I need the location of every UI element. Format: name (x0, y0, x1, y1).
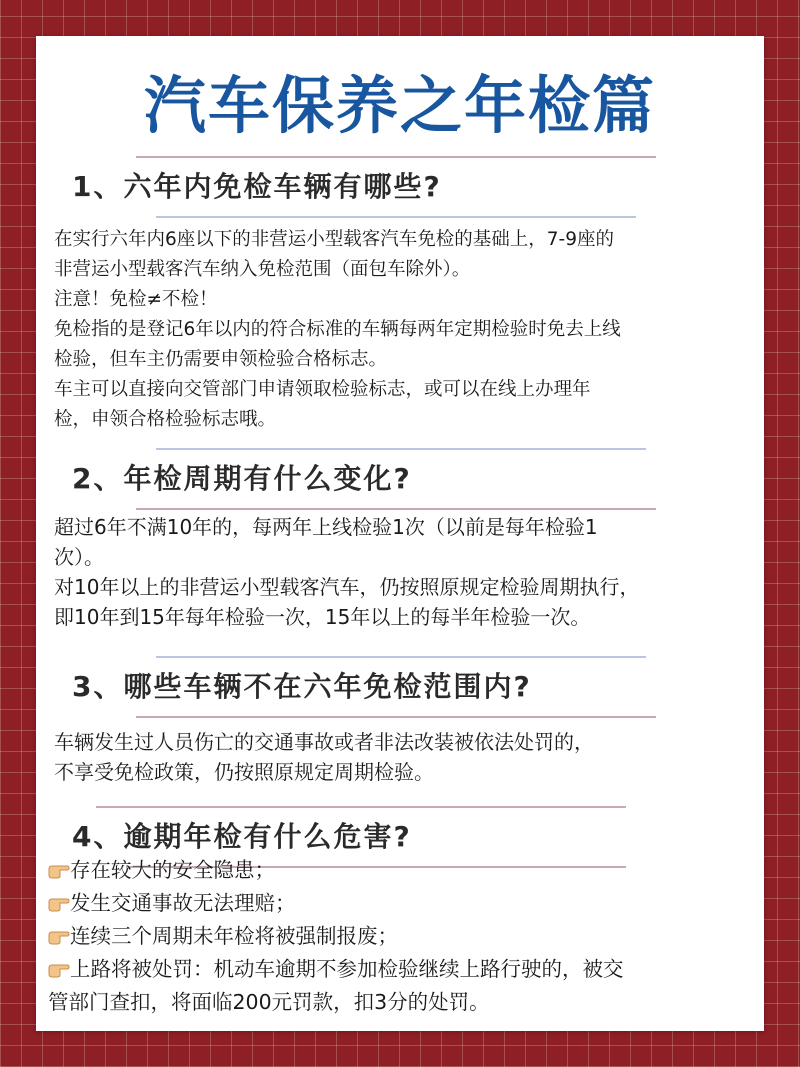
divider (156, 448, 646, 450)
section-3-heading: 3、哪些车辆不在六年免检范围内? (72, 670, 532, 703)
pointing-hand-icon (48, 953, 70, 986)
section-2-body (54, 512, 754, 632)
section-1-body (54, 225, 754, 435)
divider (136, 716, 656, 718)
pointing-hand-icon (48, 887, 70, 920)
divider (136, 508, 656, 510)
section-3-header (36, 656, 764, 720)
section-4-heading: 4、逾期年检有什么危害? (72, 820, 412, 853)
paragraph-line: 对10年以上的非营运小型载客汽车，仍按照原规定检验周期执行， (54, 575, 640, 599)
list-item-continuation: 管部门查扣，将面临200元罚款，扣3分的处罚。 (48, 990, 490, 1014)
paragraph-line: 次）。 (54, 545, 104, 569)
paragraph-line: 车主可以直接向交管部门申请领取检验标志，或可以在线上办理年 (54, 379, 591, 400)
section-3-body (54, 727, 754, 787)
content-card (36, 36, 764, 1031)
list-item: 存在较大的安全隐患； (48, 854, 760, 887)
pointing-hand-icon (48, 854, 70, 887)
section-4-body (48, 854, 760, 1019)
paragraph-line: 检验，但车主仍需要申领检验合格标志。 (54, 349, 388, 370)
paragraph-line: 在实行六年内6座以下的非营运小型载客汽车免检的基础上，7-9座的 (54, 229, 614, 250)
paragraph-line: 车辆发生过人员伤亡的交通事故或者非法改装被依法处罚的， (54, 730, 594, 754)
divider (156, 216, 636, 218)
section-2-header (36, 448, 764, 512)
pointing-hand-icon (48, 920, 70, 953)
paragraph-line: 免检指的是登记6年以内的符合标准的车辆每两年定期检验时免去上线 (54, 319, 621, 340)
divider (96, 806, 626, 808)
section-1-heading: 1、六年内免检车辆有哪些? (72, 170, 442, 203)
paragraph-line: 超过6年不满10年的，每两年上线检验1次（以前是每年检验1 (54, 515, 598, 539)
paragraph-line: 非营运小型载客汽车纳入免检范围（面包车除外）。 (54, 259, 471, 280)
divider (156, 656, 646, 658)
paragraph-line: 注意！免检≠不检！ (54, 289, 218, 310)
section-2-heading: 2、年检周期有什么变化? (72, 462, 412, 495)
paragraph-line: 即10年到15年每年检验一次，15年以上的每半年检验一次。 (54, 605, 591, 629)
paragraph-line: 检，申领合格检验标志哦。 (54, 409, 277, 430)
list-item: 上路将被处罚：机动车逾期不参加检验继续上路行驶的，被交 (48, 953, 760, 986)
list-item: 发生交通事故无法理赔； (48, 887, 760, 920)
paragraph-line: 不享受免检政策，仍按照原规定周期检验。 (54, 760, 434, 784)
page-title: 汽车保养之年检篇 (143, 69, 656, 142)
divider (136, 156, 656, 158)
section-1-header (36, 156, 764, 220)
list-item: 连续三个周期未年检将被强制报废； (48, 920, 760, 953)
